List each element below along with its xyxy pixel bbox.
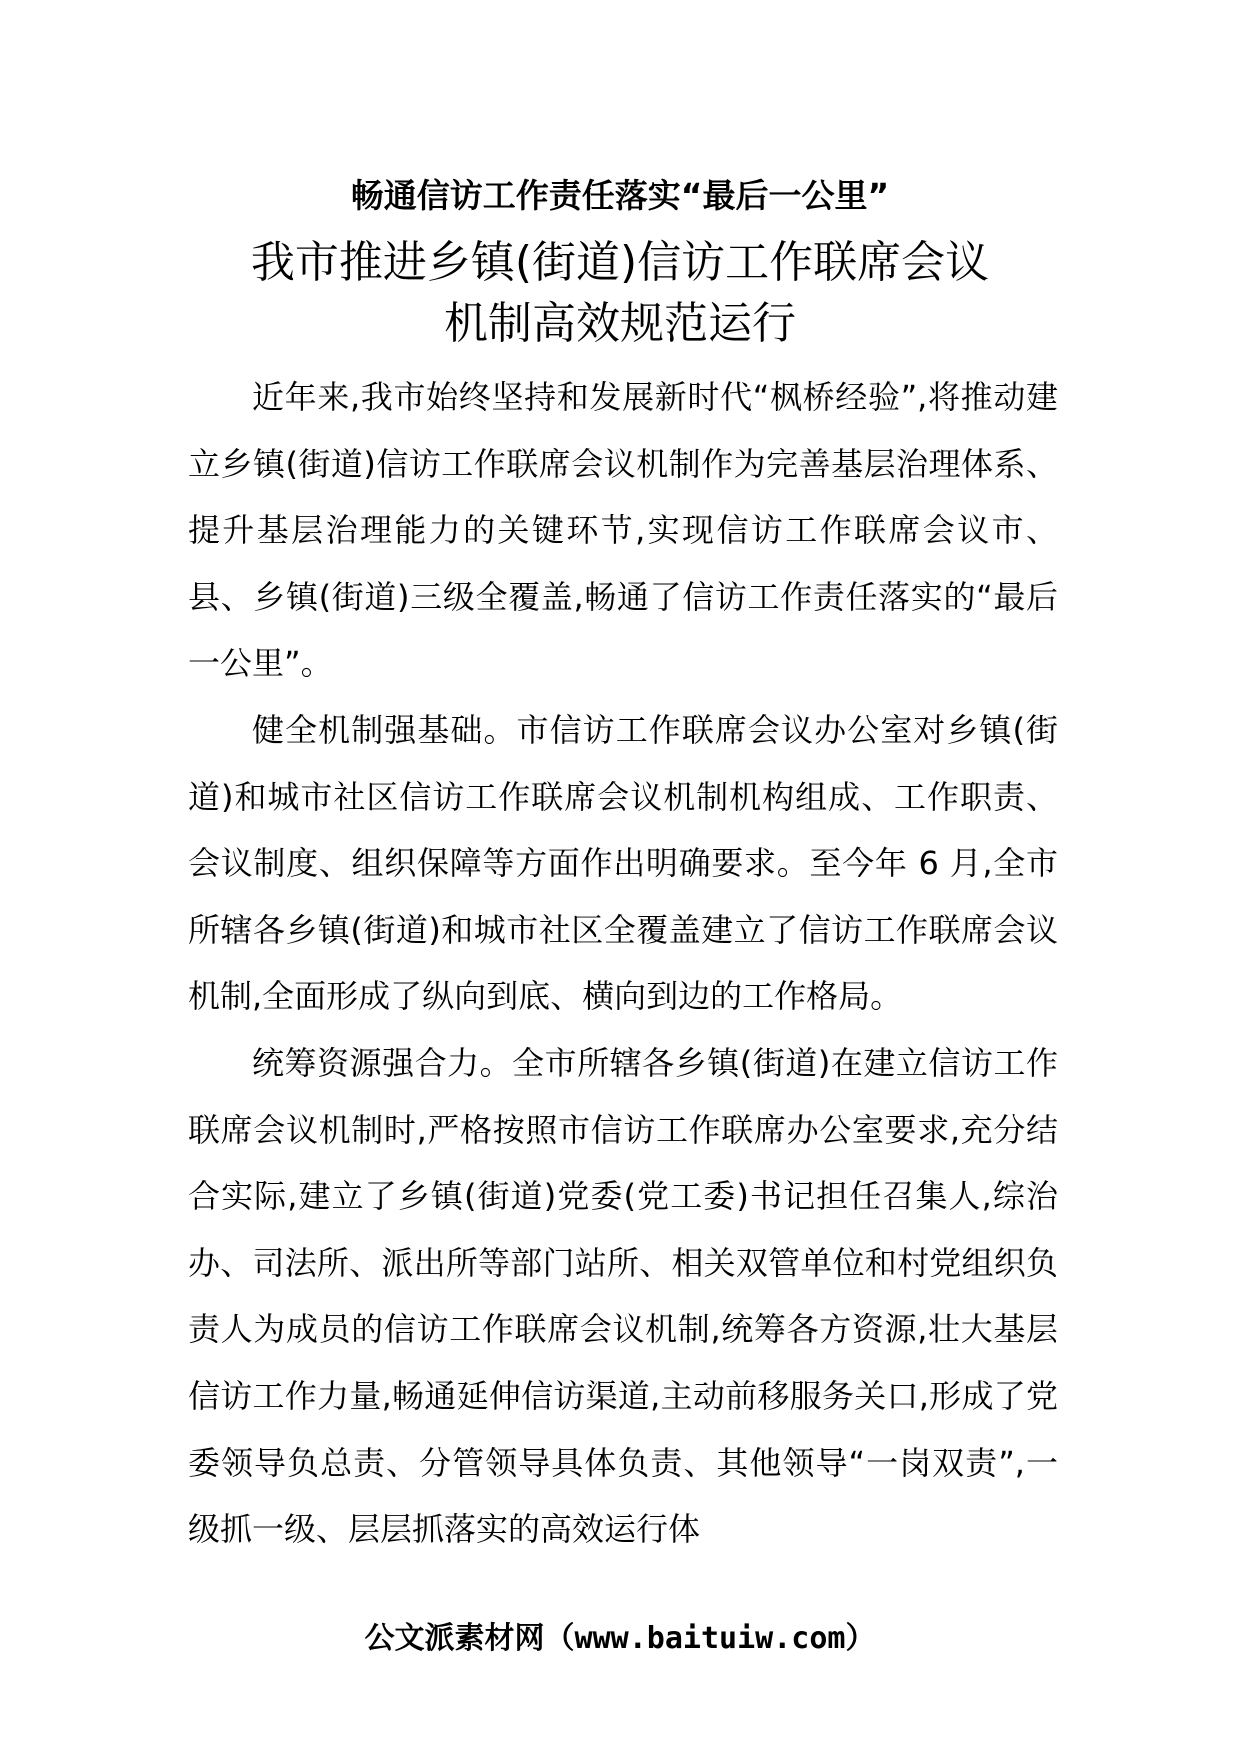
source-footer [260,1614,980,1664]
document-headline [160,232,1080,354]
paragraph-mechanism: 健全机制强基础。市信访工作联席会议办公室对乡镇(街道)和城市社区信访工作联席会议机制机构组成、工作职责、会议制度、组织保障等方面作出明确要求。至今年 6 月,全市所辖各乡镇(街道)和城市社区全覆盖建立了信访工作联席会议机制,全面形成了纵向到底、横向到边的工作格局。 [188,710,1058,1016]
headline-line-1: 我市推进乡镇(街道)信访工作联席会议 [250,237,990,288]
paragraph-resources: 统筹资源强合力。全市所辖各乡镇(街道)在建立信访工作联席会议机制时,严格按照市信访工作联席办公室要求,充分结合实际,建立了乡镇(街道)党委(党工委)书记担任召集人,综治办、司法所、派出所等部门站所、相关双管单位和村党组织负责人为成员的信访工作联席会议机制,统筹各方资源,壮大基层信访工作力量,畅通延伸信访渠道,主动前移服务关口,形成了党委领导负总责、分管领导具体负责、其他领导“一岗双责”,一级抓一级、层层抓落实的高效运行体 [188,1043,1058,1549]
footer-source-url: （www.baituiw.com） [544,1621,876,1656]
document-kicker: 畅通信访工作责任落实“最后一公里” [350,176,890,215]
headline-line-2: 机制高效规范运行 [444,298,796,349]
paragraph-intro: 近年来,我市始终坚持和发展新时代“枫桥经验”,将推动建立乡镇(街道)信访工作联席会议机制作为完善基层治理体系、提升基层治理能力的关键环节,实现信访工作联席会议市、县、乡镇(街道)三级全覆盖,畅通了信访工作责任落实的“最后一公里”。 [188,378,1058,683]
footer-source-name: 公文派素材网 [364,1621,545,1656]
document-body [188,364,1058,1563]
